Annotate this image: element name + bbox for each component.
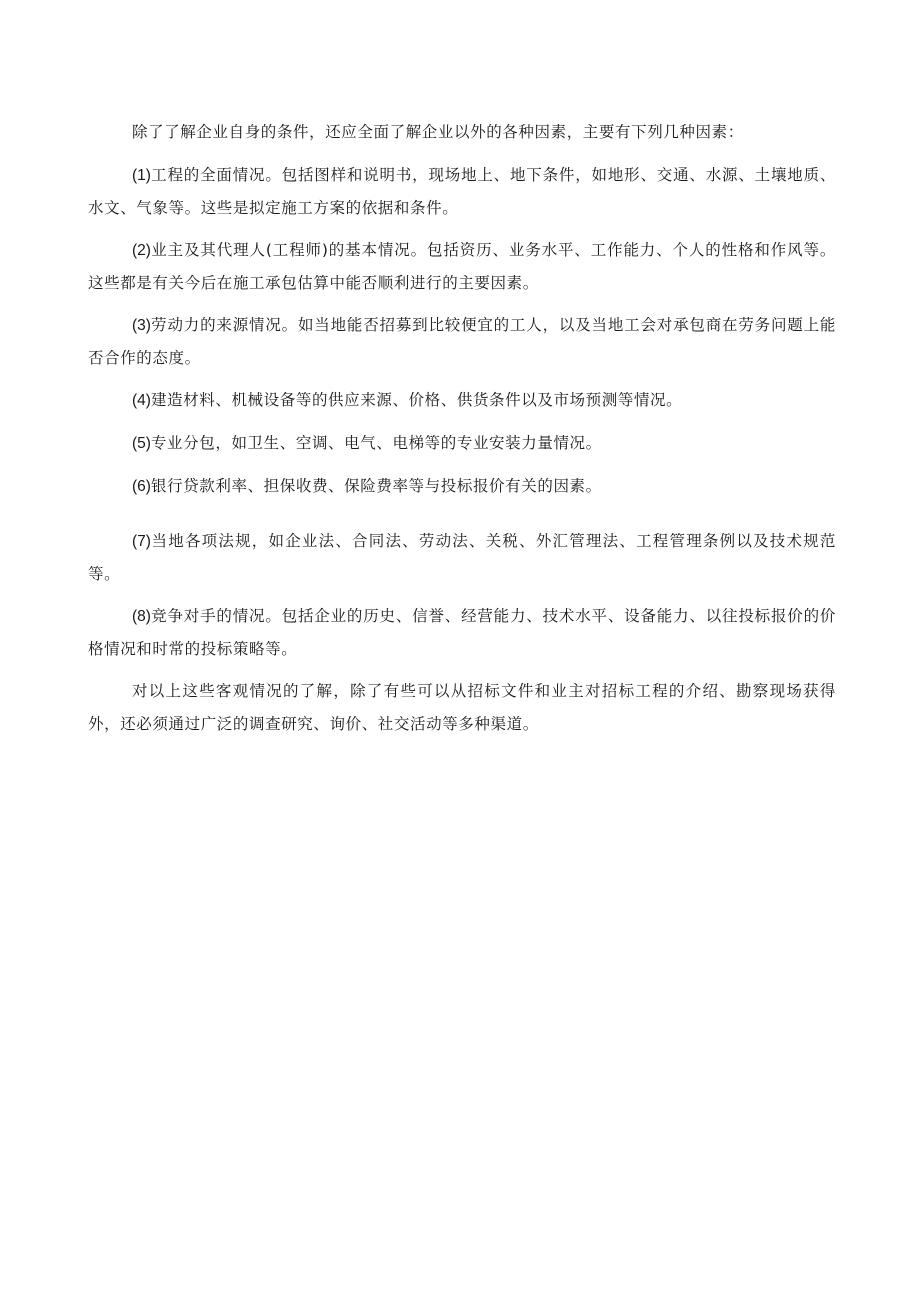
paragraph-text: 竞争对手的情况。包括企业的历史、信誉、经营能力、技术水平、设备能力、以往投标报价的价格情况和时常的投标策略等。 [88, 607, 836, 658]
paragraph-text: 除了了解企业自身的条件，还应全面了解企业以外的各种因素，主要有下列几种因素： [132, 123, 744, 141]
factor-paragraph-3 [88, 309, 836, 374]
item-number: (3) [132, 317, 151, 334]
paragraph-text: 工程的全面情况。包括图样和说明书，现场地上、地下条件，如地形、交通、水源、土壤地质、水文、气象等。这些是拟定施工方案的依据和条件。 [88, 166, 836, 217]
conclusion-paragraph [88, 675, 836, 740]
paragraph-text: 专业分包，如卫生、空调、电气、电梯等的专业安装力量情况。 [150, 434, 602, 452]
factor-paragraph-5 [88, 427, 836, 460]
paragraph-text: 业主及其代理人(工程师)的基本情况。包括资历、业务水平、工作能力、个人的性格和作风等。这些都是有关今后在施工承包估算中能否顺利进行的主要因素。 [88, 241, 836, 292]
paragraph-text: 劳动力的来源情况。如当地能否招募到比较便宜的工人，以及当地工会对承包商在劳务问题上能否合作的态度。 [88, 316, 836, 367]
item-number: (8) [132, 608, 151, 625]
item-number: (2) [132, 242, 151, 259]
item-number: (7) [132, 533, 151, 550]
factor-paragraph-8 [88, 600, 836, 665]
factor-paragraph-7 [88, 525, 836, 590]
factor-paragraph-4 [88, 384, 836, 417]
item-number: (6) [132, 478, 151, 495]
paragraph-text: 对以上这些客观情况的了解，除了有些可以从招标文件和业主对招标工程的介绍、勘察现场获得外，还必须通过广泛的调查研究、询价、社交活动等多种渠道。 [88, 682, 836, 733]
item-number: (5) [132, 435, 151, 452]
factor-paragraph-6 [88, 470, 836, 503]
paragraph-text: 银行贷款利率、担保收费、保险费率等与投标报价有关的因素。 [150, 477, 602, 495]
item-number: (1) [132, 167, 151, 184]
paragraph-text: 当地各项法规，如企业法、合同法、劳动法、关税、外汇管理法、工程管理条例以及技术规范等。 [88, 532, 836, 583]
document-body [88, 116, 836, 740]
item-number: (4) [132, 392, 151, 409]
factor-paragraph-1 [88, 159, 836, 224]
factor-paragraph-2 [88, 234, 836, 299]
paragraph-text: 建造材料、机械设备等的供应来源、价格、供货条件以及市场预测等情况。 [150, 391, 683, 409]
intro-paragraph [88, 116, 836, 149]
